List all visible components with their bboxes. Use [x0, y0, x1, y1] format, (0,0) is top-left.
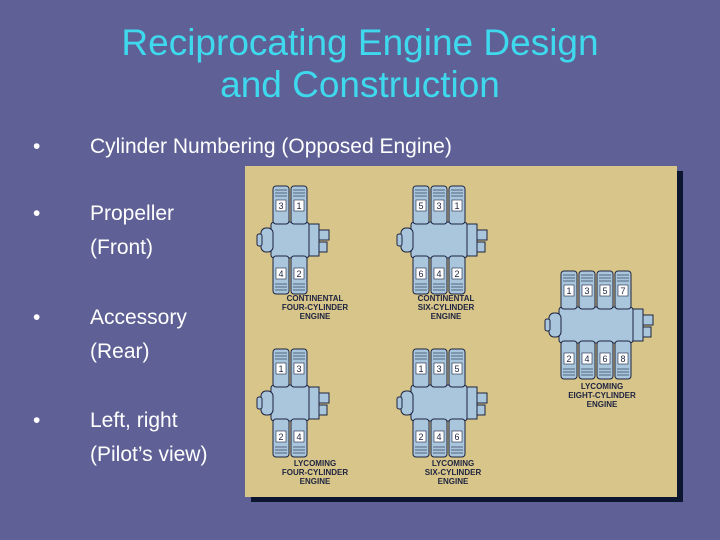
accessory-unit: [643, 315, 653, 325]
accessory-section: [309, 387, 319, 419]
cylinder-number: 7: [620, 286, 626, 296]
cylinder-number: 4: [584, 354, 590, 364]
engine-caption-continental-six: CONTINENTAL SIX-CYLINDER ENGINE: [417, 294, 475, 321]
crankcase: [271, 385, 309, 421]
engine-cylinder-numbering-figure: [245, 166, 677, 497]
crankcase: [271, 222, 309, 258]
bullet-accessory-detail: (Rear): [90, 340, 150, 363]
bullet-marker: •: [33, 409, 41, 432]
accessory-unit: [319, 230, 329, 240]
cylinder-number: 1: [296, 201, 302, 211]
propeller-flange: [257, 397, 262, 409]
cylinder-number: 4: [436, 432, 442, 442]
cylinder-number: 1: [418, 364, 424, 374]
cylinder-number: 4: [296, 432, 302, 442]
cylinder-number: 5: [454, 364, 460, 374]
propeller-hub: [549, 313, 561, 337]
bullet-marker: •: [33, 202, 41, 225]
cylinder-number: 3: [436, 364, 442, 374]
accessory-section: [467, 387, 477, 419]
accessory-unit: [477, 405, 485, 415]
bullet-cylinder-numbering: Cylinder Numbering (Opposed Engine): [90, 135, 452, 158]
bullet-left-right-detail: (Pilot’s view): [90, 443, 208, 466]
cylinder-number: 6: [454, 432, 460, 442]
engine-diagrams: [245, 166, 677, 497]
propeller-hub: [261, 391, 273, 415]
cylinder-number: 4: [436, 269, 442, 279]
engine-diagram: [257, 186, 329, 294]
bullet-marker: •: [33, 306, 41, 329]
accessory-unit: [477, 393, 487, 403]
engine-diagram: [545, 271, 653, 379]
accessory-unit: [319, 393, 329, 403]
propeller-hub: [401, 228, 413, 252]
cylinder-number: 3: [436, 201, 442, 211]
cylinder-number: 5: [418, 201, 424, 211]
accessory-unit: [643, 327, 651, 337]
cylinder-number: 2: [454, 269, 460, 279]
bullet-propeller-detail: (Front): [90, 236, 153, 259]
accessory-section: [467, 224, 477, 256]
engine-caption-lycoming-eight: LYCOMING EIGHT-CYLINDER ENGINE: [568, 382, 636, 409]
propeller-flange: [545, 319, 550, 331]
cylinder-number: 2: [418, 432, 424, 442]
bullet-propeller: Propeller: [90, 202, 175, 225]
crankcase: [411, 222, 467, 258]
engine-diagram: [257, 349, 329, 457]
cylinder-number: 1: [566, 286, 572, 296]
cylinder-number: 6: [602, 354, 608, 364]
cylinder-number: 5: [602, 286, 608, 296]
accessory-section: [633, 309, 643, 341]
engine-caption-lycoming-four: LYCOMING FOUR-CYLINDER ENGINE: [281, 459, 349, 486]
accessory-unit: [477, 230, 487, 240]
propeller-flange: [397, 234, 402, 246]
engine-caption-continental-four: CONTINENTAL FOUR-CYLINDER ENGINE: [281, 294, 349, 321]
accessory-unit: [319, 405, 327, 415]
bullet-marker: •: [33, 135, 41, 158]
cylinder-number: 3: [278, 201, 284, 211]
propeller-hub: [401, 391, 413, 415]
cylinder-number: 2: [278, 432, 284, 442]
propeller-hub: [261, 228, 273, 252]
cylinder-number: 2: [566, 354, 572, 364]
engine-caption-lycoming-six: LYCOMING SIX-CYLINDER ENGINE: [424, 459, 482, 486]
cylinder-number: 2: [296, 269, 302, 279]
accessory-unit: [319, 242, 327, 252]
engine-diagram: [397, 349, 487, 457]
cylinder-number: 3: [296, 364, 302, 374]
cylinder-number: 1: [454, 201, 460, 211]
cylinder-number: 8: [620, 354, 626, 364]
bullet-left-right: Left, right: [90, 409, 178, 432]
accessory-unit: [477, 242, 485, 252]
slide-title-line-1: Reciprocating Engine Design: [121, 22, 599, 63]
crankcase: [411, 385, 467, 421]
crankcase: [559, 307, 633, 343]
propeller-flange: [257, 234, 262, 246]
slide-title-line-2: and Construction: [220, 64, 500, 105]
slide-title: [0, 22, 720, 106]
engine-diagram: [397, 186, 487, 294]
propeller-flange: [397, 397, 402, 409]
cylinder-number: 4: [278, 269, 284, 279]
bullet-accessory: Accessory: [90, 306, 187, 329]
cylinder-number: 6: [418, 269, 424, 279]
cylinder-number: 3: [584, 286, 590, 296]
cylinder-number: 1: [278, 364, 284, 374]
accessory-section: [309, 224, 319, 256]
